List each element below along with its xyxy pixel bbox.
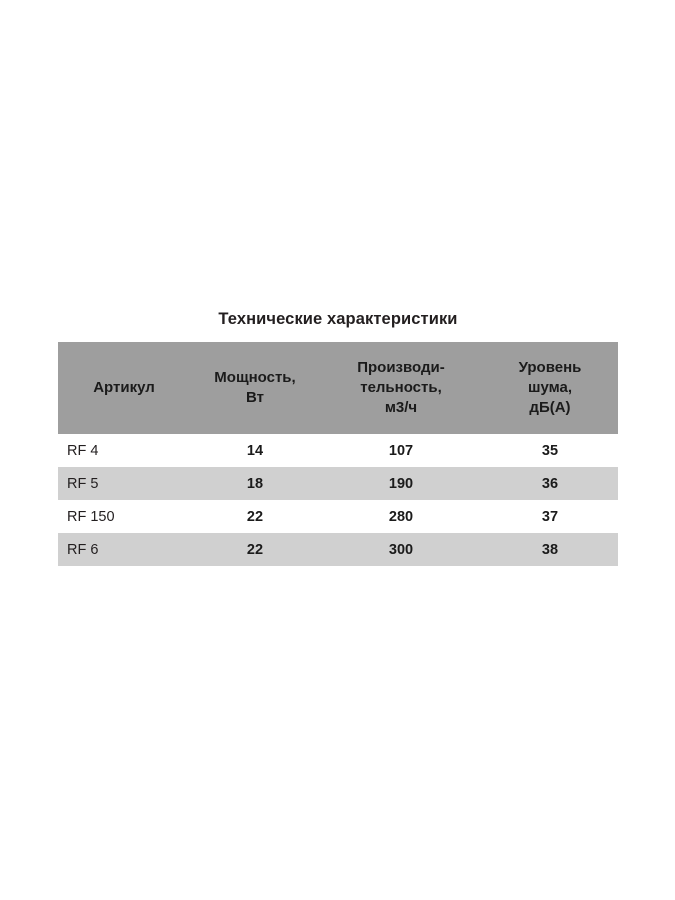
- page-title: Технические характеристики: [218, 310, 458, 328]
- column-header-noise: [482, 342, 618, 434]
- cell-capacity: 107: [388, 442, 414, 459]
- column-header-power-line-2: Вт: [246, 389, 264, 406]
- column-header-noise-line-1: Уровень: [518, 359, 582, 377]
- column-header-power: [190, 342, 320, 434]
- specifications-table: [58, 342, 618, 566]
- cell-noise: 36: [541, 475, 559, 492]
- cell-capacity: 300: [388, 541, 414, 558]
- column-header-capacity-line-2: тельность,: [360, 379, 442, 397]
- table-row: [58, 434, 618, 467]
- specifications-block: [58, 310, 618, 566]
- column-header-capacity-line-3: м3/ч: [384, 398, 418, 416]
- column-header-article-line-1: Артикул: [93, 379, 155, 397]
- cell-noise: 35: [541, 442, 559, 459]
- column-header-noise-line-3: дБ(А): [529, 398, 571, 416]
- cell-article: RF 5: [67, 475, 99, 492]
- column-header-capacity-line-1: Производи-: [357, 359, 445, 377]
- table-row: [58, 533, 618, 566]
- cell-power: 14: [246, 442, 264, 459]
- cell-power: 22: [246, 541, 264, 558]
- column-header-power-line-1: Мощность,: [214, 369, 296, 387]
- column-header-article: [58, 342, 190, 434]
- cell-article: RF 6: [67, 541, 99, 558]
- column-header-capacity: [320, 342, 482, 434]
- cell-capacity: 190: [388, 475, 414, 492]
- table-header-row: [58, 342, 618, 434]
- cell-article: RF 150: [67, 508, 115, 525]
- cell-power: 18: [246, 475, 264, 492]
- column-header-noise-line-2: шума,: [527, 379, 573, 397]
- table-row: [58, 467, 618, 500]
- cell-capacity: 280: [388, 508, 414, 525]
- table-body: [58, 434, 618, 566]
- cell-noise: 37: [541, 508, 559, 525]
- table-row: [58, 500, 618, 533]
- cell-article: RF 4: [67, 442, 99, 459]
- table-header: [58, 342, 618, 434]
- cell-noise: 38: [541, 541, 559, 558]
- cell-power: 22: [246, 508, 264, 525]
